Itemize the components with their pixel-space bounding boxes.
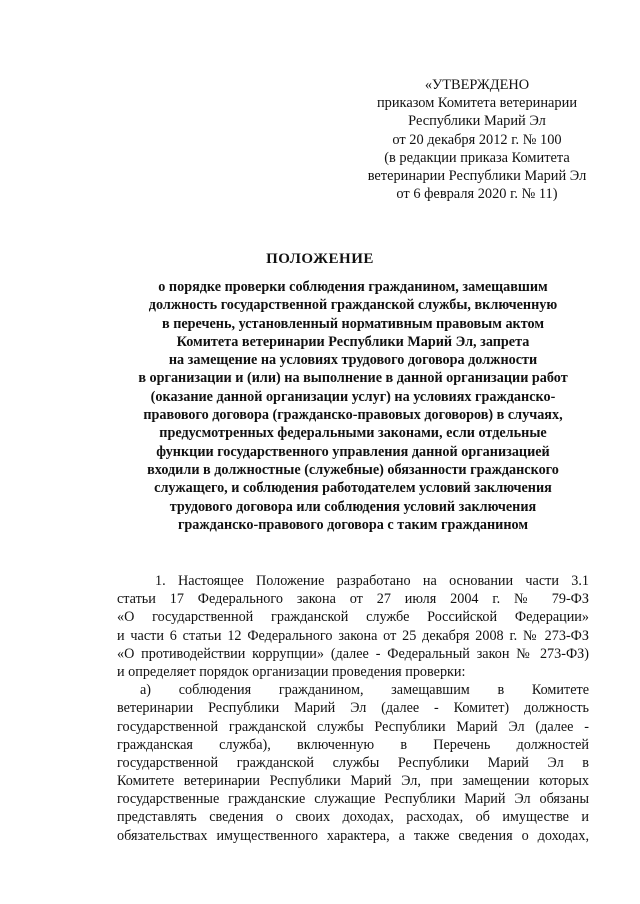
approval-line: от 20 декабря 2012 г. № 100 [392, 131, 562, 148]
item-a-line: Комитете ветеринарии Республики Марий Эл, при замещении которых [117, 773, 589, 790]
subtitle-line: (оказание данной организации услуг) на условиях гражданско- [150, 388, 556, 405]
subtitle-line: функции государственного управления данной организацией [156, 443, 550, 460]
item-a-line: представлять сведения о своих доходах, расходах, об имуществе и [117, 809, 589, 826]
paragraph-1-line: и части 6 статьи 12 Федерального закона от 25 декабря 2008 г. № 273-ФЗ [117, 627, 589, 644]
subtitle-line: трудового договора или соблюдения условий заключения [169, 498, 537, 515]
subtitle-line: должность государственной гражданской службы, включенную [148, 297, 558, 314]
document-subtitle [118, 278, 588, 534]
approval-line: приказом Комитета ветеринарии [376, 95, 578, 112]
approval-line: «УТВЕРЖДЕНО [424, 77, 530, 93]
document-body [117, 572, 589, 845]
subtitle-line: правового договора (гражданско-правовых договоров) в случаях, [143, 407, 563, 424]
item-a-line: гражданская служба), включенную в Перечень должностей [117, 736, 589, 753]
approval-stamp [352, 76, 602, 203]
document-title: ПОЛОЖЕНИЕ [266, 251, 374, 267]
subtitle-line: гражданско-правового договора с таким гражданином [177, 516, 529, 533]
subtitle-line: в организации и (или) на выполнение в данной организации работ [138, 370, 568, 387]
paragraph-1-line: «О противодействии коррупции» (далее - Федеральный закон № 273-ФЗ) [117, 645, 589, 662]
paragraph-1-line: «О государственной гражданской службе Российской Федерации» [117, 609, 589, 626]
paragraph-1-line: и определяет порядок организации проведения проверки: [117, 663, 466, 680]
item-a-line: а) соблюдения гражданином, замещавшим в Комитете [140, 682, 589, 699]
approval-line: от 6 февраля 2020 г. № 11) [396, 186, 558, 203]
item-a-line: государственной гражданской службы Республики Марий Эл (далее - [117, 718, 589, 735]
item-a-line: обязательствах имущественного характера, а также сведения о доходах, [117, 827, 589, 844]
approval-line: (в редакции приказа Комитета [384, 149, 570, 166]
subtitle-line: о порядке проверки соблюдения гражданином, замещавшим [158, 279, 548, 295]
paragraph-1-line: 1. Настоящее Положение разработано на основании части 3.1 [155, 573, 589, 589]
subtitle-line: служащего, и соблюдения работодателем условий заключения [154, 480, 552, 497]
subtitle-line: входили в должностные (служебные) обязанности гражданского [147, 461, 559, 478]
item-a-line: государственной гражданской службы Республики Марий Эл в [117, 754, 589, 771]
approval-line: ветеринарии Республики Марий Эл [367, 168, 587, 185]
subtitle-line: в перечень, установленный нормативным правовым актом [161, 315, 545, 332]
approval-line: Республики Марий Эл [408, 113, 546, 130]
subtitle-line: предусмотренных федеральными законами, если отдельные [159, 425, 547, 442]
subtitle-line: на замещение на условиях трудового договора должности [168, 352, 538, 369]
item-a-line: ветеринарии Республики Марий Эл (далее - Комитет) должность [117, 700, 589, 717]
item-a-line: государственные гражданские служащие Республики Марий Эл обязаны [117, 791, 589, 808]
paragraph-1-line: статьи 17 Федерального закона от 27 июля 2004 г. № 79-ФЗ [117, 591, 589, 608]
subtitle-line: Комитета ветеринарии Республики Марий Эл, запрета [176, 333, 530, 350]
